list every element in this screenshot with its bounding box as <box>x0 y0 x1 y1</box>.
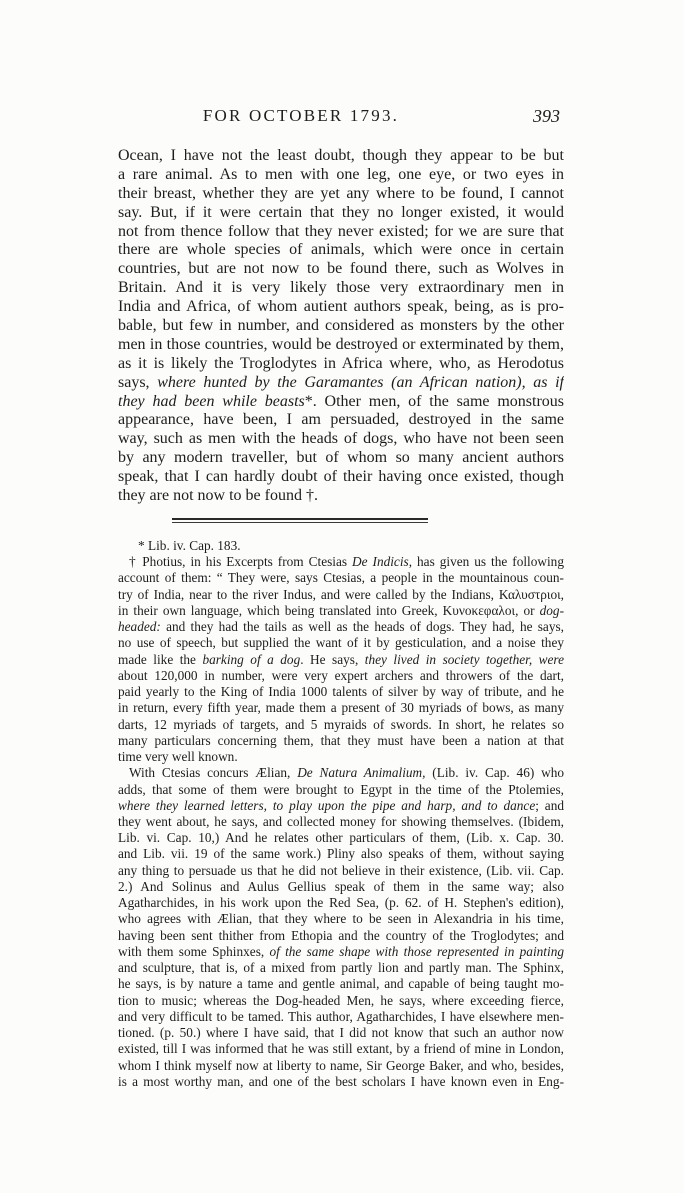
text-run: about 120,000 in number, were very expert archers and throwers of the dart, <box>118 667 564 683</box>
text-run: any thing to persuade us that he did not believe in their existence, (Lib. vii. Cap. <box>118 862 564 878</box>
text-run: Lib. vi. Cap. 10,) And he relates other particulars of them, (Lib. x. Cap. 30. <box>118 830 564 846</box>
footnote-line <box>118 1074 564 1090</box>
footnote-line <box>118 798 564 814</box>
text-run: 2.) And Solinus and Aulus Gellius speak of them in the same way; also <box>118 878 564 894</box>
italic-text-run: where hunted by the Garamantes (an African nation), as if <box>157 373 564 391</box>
page-number: 393 <box>533 106 560 126</box>
footnote <box>118 538 564 554</box>
footnote-line <box>118 1041 564 1057</box>
body-line <box>118 487 564 506</box>
text-run: says, <box>118 373 158 391</box>
text-run: way, such as men with the heads of dogs, who have not been seen <box>118 430 564 448</box>
text-run: by any modern traveller, but of whom so many ancient authors <box>118 449 564 467</box>
text-run: not from thence follow that they never existed; for we are sure that <box>118 222 564 240</box>
body-line <box>118 468 564 487</box>
text-run: made like the <box>118 651 203 667</box>
text-run: account of them: “ They were, says Ctesias, a people in the mountainous coun- <box>118 570 564 586</box>
footnote-line <box>118 846 564 862</box>
footnote-line <box>118 603 564 619</box>
text-run: . He says, <box>300 651 365 667</box>
body-paragraph <box>118 147 564 506</box>
text-run: (Lib. iv. Cap. 46) who <box>425 765 564 781</box>
footnote-line <box>118 652 564 668</box>
text-run: Agatharchides, in his work upon the Red Sea, (p. 62. of H. Stephen's edition), <box>118 895 564 911</box>
footnote-line <box>118 993 564 1009</box>
footnote-line <box>118 1058 564 1074</box>
italic-text-run: they lived in society together, were <box>364 651 564 667</box>
text-run: they went about, he says, and collected money for showing themselves. (Ibidem, <box>118 813 564 829</box>
body-line <box>118 166 564 185</box>
footnote-separator-rule <box>172 518 428 525</box>
footnote-line <box>118 635 564 651</box>
text-run: *. Other men, of the same monstrous <box>304 392 564 410</box>
text-run: their breast, whether they are yet any where to be found, I cannot <box>118 184 564 202</box>
text-run: Britain. And it is very likely those very extraordinary men in <box>118 279 564 297</box>
italic-text-run: where they learned letters, to play upon the pipe and harp, and to dance <box>118 797 536 813</box>
italic-text-run: of the same shape with those represented in painting <box>269 943 564 959</box>
text-run: tion to music; whereas the Dog-headed Men, he says, where exceeding fierce, <box>118 992 564 1008</box>
footnote-line <box>118 944 564 960</box>
footnote-line <box>118 895 564 911</box>
body-line <box>118 147 564 166</box>
body-line <box>118 298 564 317</box>
body-line <box>118 449 564 468</box>
body-line <box>118 260 564 279</box>
text-run: darts, 12 myriads of targets, and 5 myraids of swords. In short, he relates so <box>118 716 564 732</box>
italic-text-run: dog- <box>539 602 564 618</box>
text-run: countries, but are not now to be found there, such as Wolves in <box>118 260 564 278</box>
text-run: time very well known. <box>118 749 238 765</box>
text-run: is a most worthy man, and one of the best scholars I have known even in Eng- <box>118 1073 564 1089</box>
italic-text-run: De Natura Animalium, <box>297 765 426 781</box>
body-line <box>118 317 564 336</box>
text-run: as it is likely the Troglodytes in Africa where, who, as Herodotus <box>118 354 564 372</box>
text-run: men in those countries, would be destroyed or exterminated by them, <box>118 335 564 353</box>
body-line <box>118 185 564 204</box>
text-run: ; and <box>535 797 564 813</box>
body-line <box>118 430 564 449</box>
footnote-line <box>118 717 564 733</box>
text-run: and Lib. vii. 19 of the same work.) Pliny also speaks of them, without saying <box>118 846 564 862</box>
footnote-line <box>118 863 564 879</box>
text-run: and sculpture, that is, of a mixed from partly lion and partly man. The Sphinx, <box>118 960 564 976</box>
footnote <box>118 765 564 1090</box>
footnotes <box>118 538 564 1090</box>
body-line <box>118 393 564 412</box>
footnote-line <box>118 733 564 749</box>
text-run: who agrees with Ælian, that they where to be seen in Alexandria in his time, <box>118 911 564 927</box>
footnote-line <box>118 1009 564 1025</box>
text-run: there are whole species of animals, which were once in certain <box>118 241 564 259</box>
text-run: tioned. (p. 50.) where I have said, that I did not know that such an author now <box>118 1025 564 1041</box>
body-line <box>118 336 564 355</box>
text-run: adds, that some of them were brought to Egypt in the time of the Ptolemies, <box>118 781 564 797</box>
italic-text-run: De Indicis <box>352 554 409 570</box>
footnote-line <box>118 765 564 781</box>
text-run: having been sent thither from Ethopia and the country of the Troglodytes; and <box>118 927 564 943</box>
body-text <box>118 147 564 506</box>
text-run: paid yearly to the King of India 1000 talents of silver by way of tribute, and he <box>118 684 564 700</box>
body-line <box>118 355 564 374</box>
footnote-line <box>118 814 564 830</box>
footnote-line <box>118 1025 564 1041</box>
text-run: existed, till I was informed that he was still extant, by a friend of mine in London, <box>118 1041 564 1057</box>
text-run: a rare animal. As to men with one leg, one eye, or two eyes in <box>118 165 564 183</box>
footnote-line <box>118 879 564 895</box>
footnote-line <box>118 830 564 846</box>
text-run: and very difficult to be tamed. This author, Agatharchides, I have elsewhere men- <box>118 1008 564 1024</box>
text-run: , has given us the following <box>408 554 564 570</box>
text-run: in return, every fifth year, made them a present of 30 myriads of bows, as many <box>118 700 564 716</box>
text-run: they are not now to be found †. <box>118 487 318 505</box>
text-run: he says, is by nature a tame and gentle animal, and capable of being taught mo- <box>118 976 564 992</box>
text-run: in their own language, which being translated into Greek, Κυνοκεφαλοι, or <box>118 602 540 618</box>
body-line <box>118 279 564 298</box>
text-run: * Lib. iv. Cap. 183. <box>138 538 241 553</box>
footnote-line <box>118 911 564 927</box>
text-run: Ocean, I have not the least doubt, though they appear to be but <box>118 147 564 164</box>
footnote <box>118 554 564 765</box>
footnote-line <box>118 928 564 944</box>
footnote-line <box>118 587 564 603</box>
footnote-line <box>118 570 564 586</box>
footnote-line <box>118 619 564 635</box>
body-line <box>118 223 564 242</box>
text-run: and they had the tails as well as the heads of dogs. They had, he says, <box>160 619 564 635</box>
italic-text-run: headed: <box>118 619 161 635</box>
text-run: say. But, if it were certain that they no longer existed, it would <box>118 203 564 221</box>
footnote-line <box>118 700 564 716</box>
text-run: † Photius, in his Excerpts from Ctesias <box>129 554 353 570</box>
footnote-line <box>118 538 564 554</box>
text-run: With Ctesias concurs Ælian, <box>129 765 298 781</box>
footnote-line <box>118 554 564 570</box>
text-run: try of India, near to the river Indus, and were called by the Indians, Καλυστριοι, <box>118 586 564 602</box>
italic-text-run: they had been while beasts <box>118 392 305 410</box>
text-run: bable, but few in number, and considered as monsters by the other <box>118 317 564 335</box>
separator-thin-line <box>172 522 428 523</box>
footnote-line <box>118 749 564 765</box>
body-line <box>118 204 564 223</box>
running-head: FOR OCTOBER 1793. <box>202 106 400 125</box>
text-run: whom I think myself now at liberty to name, Sir George Baker, and who, besides, <box>118 1057 564 1073</box>
text-run: with them some Sphinxes, <box>118 943 270 959</box>
footnote-line <box>118 668 564 684</box>
body-line <box>118 241 564 260</box>
footnote-line <box>118 782 564 798</box>
text-run: speak, that I can hardly doubt of their having once existed, though <box>118 468 564 486</box>
italic-text-run: barking of a dog <box>202 651 301 667</box>
footnote-line <box>118 960 564 976</box>
text-run: India and Africa, of whom autient authors speak, being, as is pro- <box>118 298 564 316</box>
body-line <box>118 411 564 430</box>
footnote-line <box>118 976 564 992</box>
separator-thick-line <box>172 518 428 520</box>
footnote-line <box>118 684 564 700</box>
text-run: no use of speech, but supplied the want of it by gesticulation, and a noise they <box>118 635 564 651</box>
body-line <box>118 374 564 393</box>
text-run: appearance, have been, I am persuaded, destroyed in the same <box>118 411 564 429</box>
text-run: many particulars concerning them, that they must have been a nation at that <box>118 732 564 748</box>
